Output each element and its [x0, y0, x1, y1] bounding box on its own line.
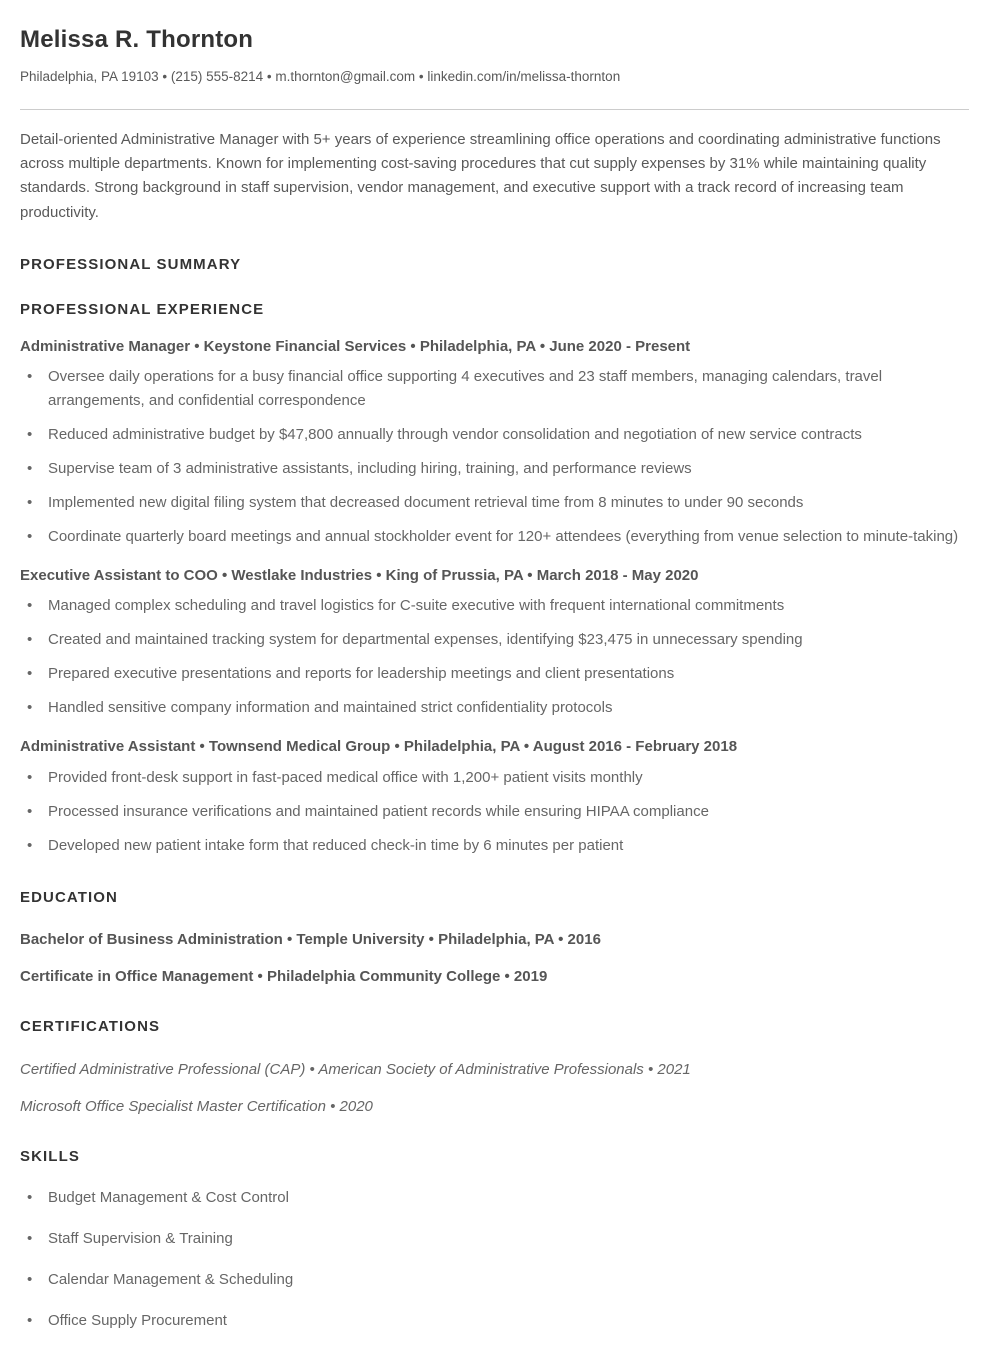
- job-title-line: Executive Assistant to COO • Westlake Industries • King of Prussia, PA • March 2018 - May 2020: [20, 567, 699, 585]
- list-item: • Reduced administrative budget by $47,800 annually through vendor consolidation and negotiation of new service contracts: [20, 423, 969, 447]
- header-divider: [20, 109, 969, 110]
- section-heading-professional-summary: PROFESSIONAL SUMMARY: [20, 255, 242, 273]
- list-item: • Created and maintained tracking system for departmental expenses, identifying $23,475 in unnecessary spending: [20, 628, 969, 652]
- section-heading-certifications: CERTIFICATIONS: [20, 1018, 161, 1036]
- list-item: • Prepared executive presentations and reports for leadership meetings and client presentations: [20, 662, 969, 686]
- job-bullet-list: [20, 365, 969, 549]
- job-title-line: Administrative Manager • Keystone Financial Services • Philadelphia, PA • June 2020 - Present: [20, 337, 691, 355]
- certification-entry: Certified Administrative Professional (CAP) • American Society of Administrative Professionals • 2021: [20, 1060, 691, 1078]
- education-entry: Bachelor of Business Administration • Temple University • Philadelphia, PA • 2016: [20, 931, 601, 949]
- section-heading-skills: SKILLS: [20, 1147, 80, 1165]
- job-bullet-list: [20, 766, 969, 858]
- summary-paragraph: Detail-oriented Administrative Manager with 5+ years of experience streamlining office operations and coordinating administrative functions across multiple departments. Known for implementing cost-saving procedures that cut supply expenses by 31% while maintaining quality standards. Strong background in staff supervision, vendor management, and executive support with a track record of increasing team productivity.: [20, 130, 941, 221]
- certification-entry: Microsoft Office Specialist Master Certification • 2020: [20, 1097, 373, 1115]
- list-item: • Managed complex scheduling and travel logistics for C-suite executive with frequent international commitments: [20, 594, 969, 618]
- section-heading-education: EDUCATION: [20, 888, 118, 906]
- experience-entry: [20, 566, 969, 720]
- list-item: • Supervise team of 3 administrative assistants, including hiring, training, and performance reviews: [20, 457, 969, 481]
- list-item: • Provided front-desk support in fast-paced medical office with 1,200+ patient visits monthly: [20, 766, 969, 790]
- list-item: • Staff Supervision & Training: [20, 1227, 969, 1251]
- section-heading-professional-experience: PROFESSIONAL EXPERIENCE: [20, 301, 265, 319]
- list-item: • Coordinate quarterly board meetings and annual stockholder event for 120+ attendees (everything from venue selection to minute-taking): [20, 525, 969, 549]
- job-bullet-list: [20, 594, 969, 720]
- list-item: • Budget Management & Cost Control: [20, 1186, 969, 1210]
- list-item: • Oversee daily operations for a busy financial office supporting 4 executives and 23 staff members, managing calendars, travel arrangements, and confidential correspondence: [20, 365, 969, 413]
- page-title: Melissa R. Thornton: [20, 26, 254, 53]
- skills-list: [20, 1186, 969, 1333]
- list-item: • Developed new patient intake form that reduced check-in time by 6 minutes per patient: [20, 834, 969, 858]
- list-item: • Calendar Management & Scheduling: [20, 1268, 969, 1292]
- list-item: • Handled sensitive company information and maintained strict confidentiality protocols: [20, 696, 969, 720]
- experience-entry: [20, 337, 969, 549]
- education-entry: Certificate in Office Management • Philadelphia Community College • 2019: [20, 968, 548, 986]
- experience-entry: [20, 737, 969, 857]
- list-item: • Processed insurance verifications and maintained patient records while ensuring HIPAA compliance: [20, 800, 969, 824]
- contact-line: Philadelphia, PA 19103 • (215) 555-8214 • m.thornton@gmail.com • linkedin.com/in/melissa-thornton: [20, 68, 621, 84]
- job-title-line: Administrative Assistant • Townsend Medical Group • Philadelphia, PA • August 2016 - February 2018: [20, 738, 738, 756]
- list-item: • Implemented new digital filing system that decreased document retrieval time from 8 minutes to under 90 seconds: [20, 491, 969, 515]
- list-item: • Office Supply Procurement: [20, 1309, 969, 1333]
